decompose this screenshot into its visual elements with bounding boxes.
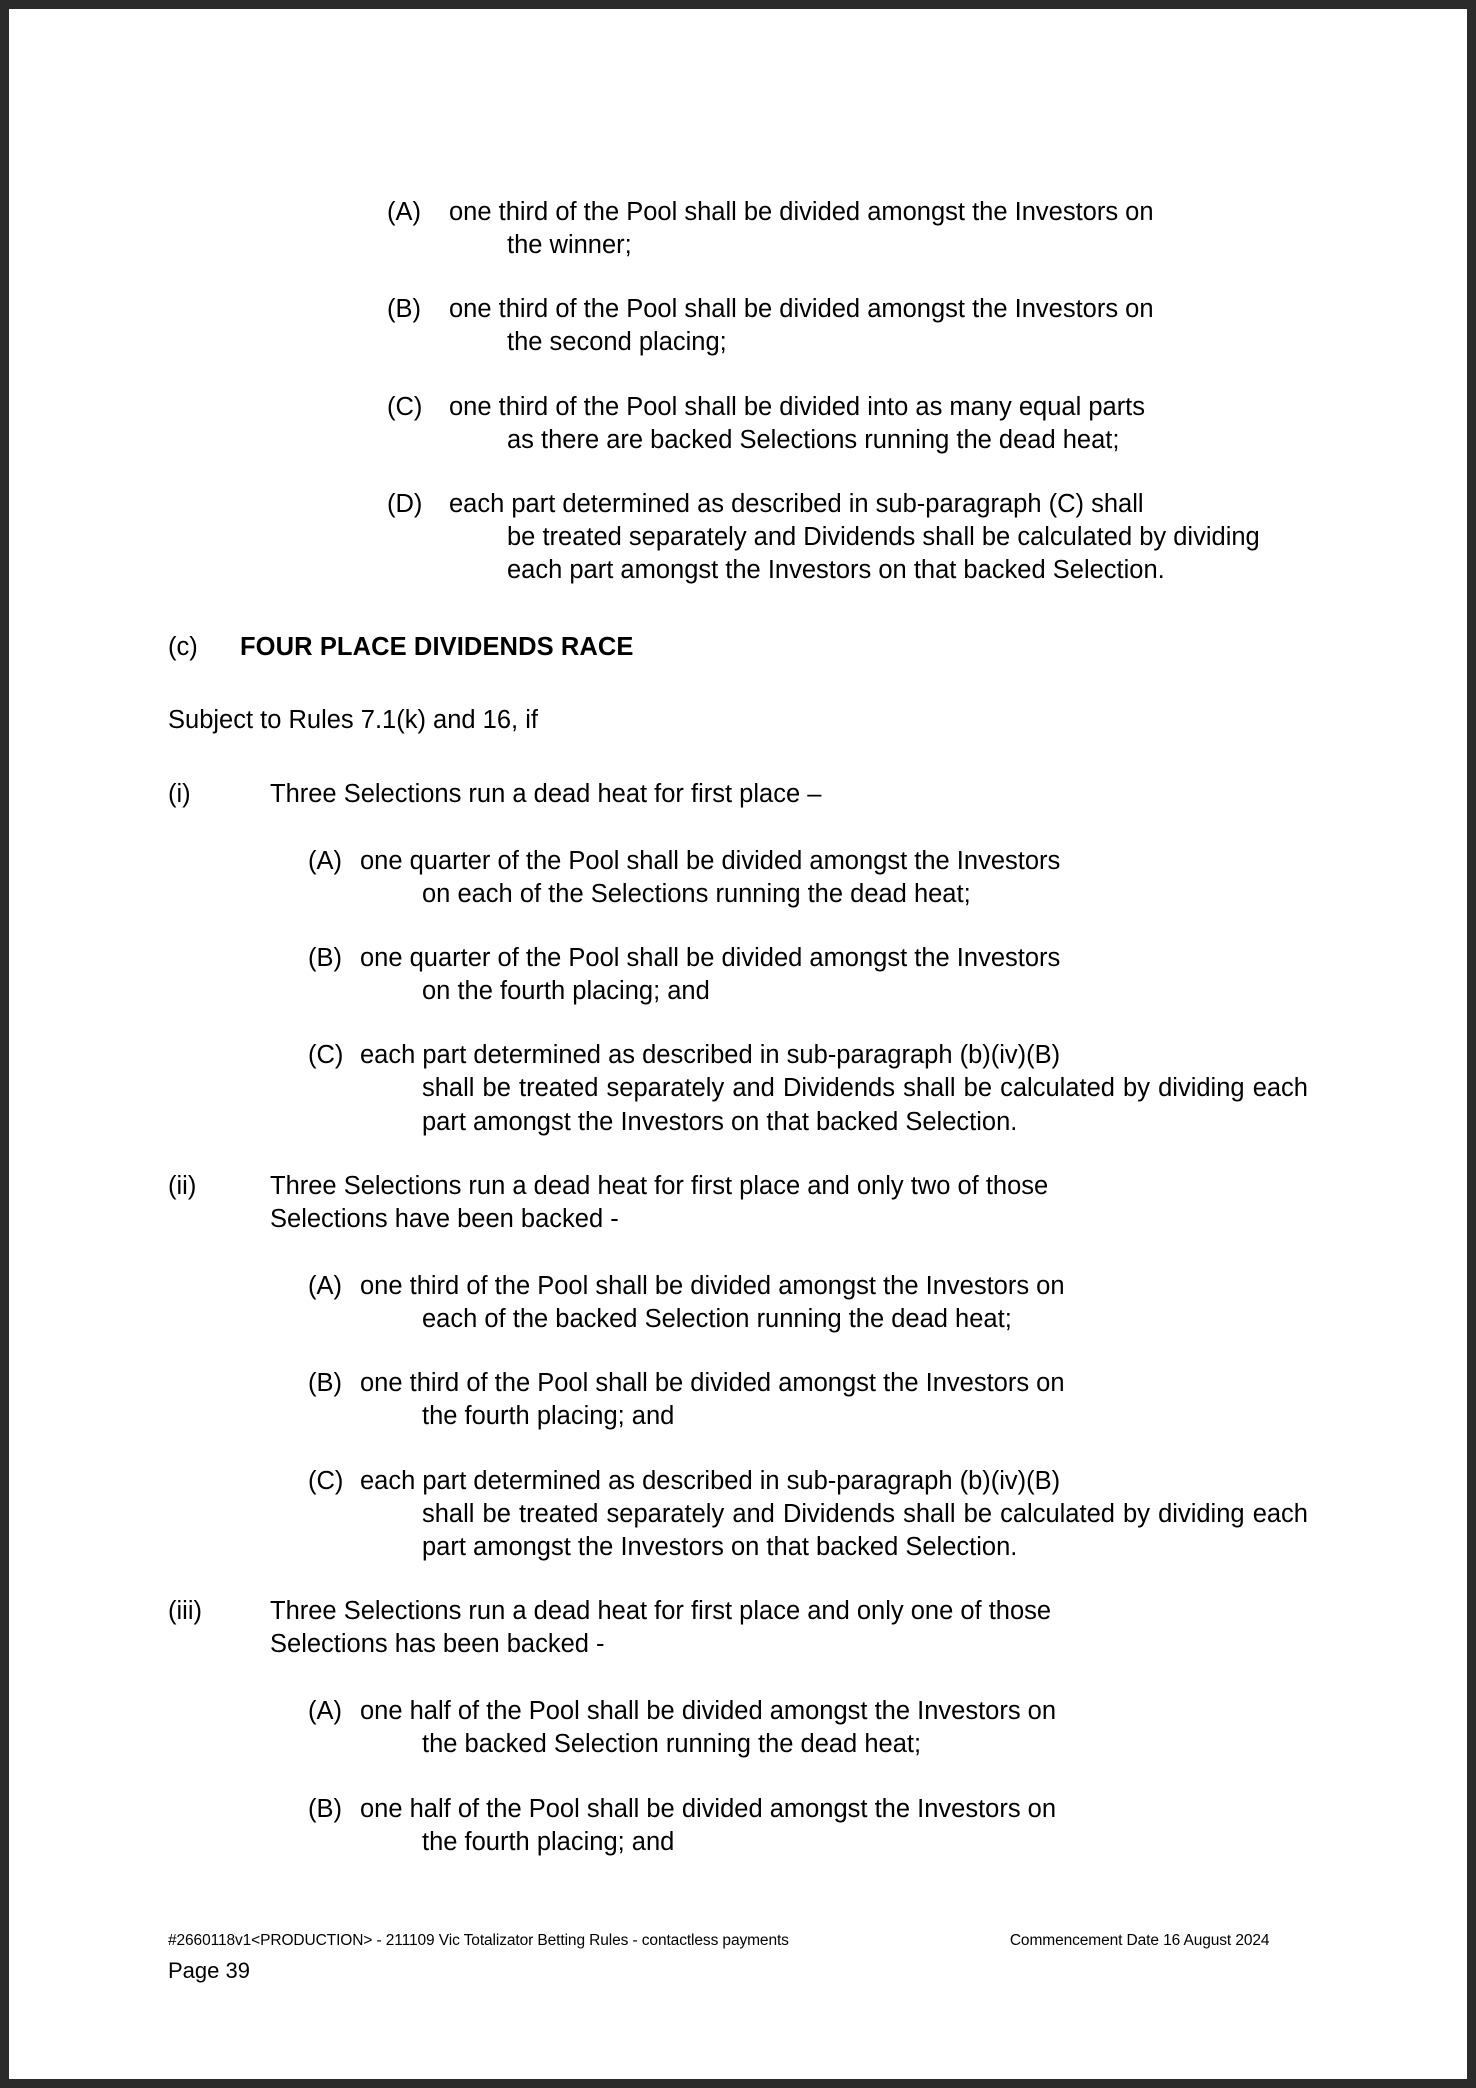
roman-text: Three Selections run a dead heat for first place – [270, 779, 822, 808]
alpha-item [308, 942, 1308, 1008]
alpha-item [308, 1793, 1308, 1859]
section-heading-c [168, 631, 1308, 664]
alpha-item [308, 1039, 1308, 1138]
subject-to-paragraph: Subject to Rules 7.1(k) and 16, if [168, 706, 538, 735]
footer-row [168, 1932, 1328, 1950]
clause-text-line1: each part determined as described in sub-paragraph (C) shall [449, 489, 1144, 518]
clause-text-rest: be treated separately and Dividends shall be calculated by dividing each part amongst the Investors on that backed Selection. [507, 522, 1260, 585]
page-edge-right [1467, 0, 1476, 2088]
alpha-text-line1: one half of the Pool shall be divided amongst the Investors on [360, 1794, 1057, 1823]
roman-marker: (ii) [168, 1171, 197, 1200]
alpha-text-rest: on each of the Selections running the dead heat; [422, 879, 971, 908]
alpha-text-line1: one third of the Pool shall be divided amongst the Investors on [360, 1271, 1065, 1300]
clause-marker: (D) [387, 489, 423, 518]
roman-text: Three Selections run a dead heat for first place and only two of those Selections have been backed - [270, 1171, 1049, 1233]
roman-marker: (iii) [168, 1596, 202, 1625]
alpha-text-line1: one quarter of the Pool shall be divided amongst the Investors [360, 846, 1061, 875]
section-heading-marker: (c) [168, 633, 198, 662]
clause-marker: (B) [387, 295, 421, 324]
clause-item [387, 293, 1308, 359]
clause-item [387, 488, 1308, 587]
page-footer [168, 1932, 1328, 1984]
roman-item-iii [168, 1595, 1308, 1661]
roman-item-i [168, 778, 1308, 811]
clause-text-rest: as there are backed Selections running the dead heat; [507, 425, 1120, 454]
footer-commencement-date: Commencement Date 16 August 2024 [1009, 1932, 1270, 1949]
alpha-text-line1: each part determined as described in sub-paragraph (b)(iv)(B) [360, 1466, 1061, 1495]
clause-text-line1: one third of the Pool shall be divided amongst the Investors on [449, 198, 1154, 226]
alpha-marker: (B) [308, 943, 342, 972]
alpha-marker: (A) [308, 846, 342, 875]
alpha-item [308, 1695, 1308, 1761]
page-edge-bottom [0, 2079, 1476, 2088]
roman-item-ii [168, 1170, 1308, 1236]
alpha-text-rest: each of the backed Selection running the dead heat; [422, 1305, 1012, 1334]
alpha-text-line1: each part determined as described in sub-paragraph (b)(iv)(B) [360, 1041, 1061, 1070]
alpha-marker: (B) [308, 1794, 342, 1823]
alpha-item [308, 845, 1308, 911]
alpha-text-rest: the fourth placing; and [422, 1402, 675, 1431]
alpha-text-rest: on the fourth placing; and [422, 977, 710, 1006]
alpha-text-rest: shall be treated separately and Dividends shall be calculated by dividing each part amongst the Investors on that backed Selection. [422, 1074, 1308, 1136]
clause-text-line1: one third of the Pool shall be divided amongst the Investors on [449, 295, 1154, 324]
roman-marker: (i) [168, 779, 191, 808]
alpha-marker: (A) [308, 1271, 342, 1300]
alpha-marker: (C) [308, 1466, 344, 1495]
footer-page-number: Page 39 [168, 1958, 250, 1983]
alpha-item [308, 1465, 1308, 1564]
section-heading-title: FOUR PLACE DIVIDENDS RACE [240, 633, 634, 662]
alpha-text-rest: the fourth placing; and [422, 1827, 675, 1856]
roman-text: Three Selections run a dead heat for first place and only one of those Selections has been backed - [270, 1596, 1052, 1659]
alpha-marker: (A) [308, 1697, 342, 1726]
page-edge-top [0, 0, 1476, 9]
alpha-text-line1: one quarter of the Pool shall be divided amongst the Investors [360, 943, 1061, 972]
clause-text-rest: the winner; [507, 231, 632, 260]
clause-marker: (A) [387, 198, 421, 226]
clause-text-line1: one third of the Pool shall be divided into as many equal parts [449, 392, 1146, 421]
alpha-text-line1: one third of the Pool shall be divided amongst the Investors on [360, 1369, 1065, 1398]
clause-item [387, 391, 1308, 457]
alpha-item [308, 1270, 1308, 1336]
clause-text-rest: the second placing; [507, 328, 727, 357]
footer-document-reference: #2660118v1<PRODUCTION> - 211109 Vic Totalizator Betting Rules - contactless payments [168, 1932, 789, 1949]
alpha-marker: (C) [308, 1041, 344, 1070]
alpha-item [308, 1367, 1308, 1433]
alpha-text-line1: one half of the Pool shall be divided amongst the Investors on [360, 1697, 1057, 1726]
alpha-text-rest: the backed Selection running the dead heat; [422, 1730, 922, 1759]
alpha-text-rest: shall be treated separately and Dividends shall be calculated by dividing each part amongst the Investors on that backed Selection. [422, 1499, 1308, 1561]
page-edge-left [0, 0, 9, 2088]
clause-item [387, 196, 1308, 262]
clause-marker: (C) [387, 392, 423, 421]
alpha-marker: (B) [308, 1369, 342, 1398]
page-content [168, 196, 1308, 1890]
